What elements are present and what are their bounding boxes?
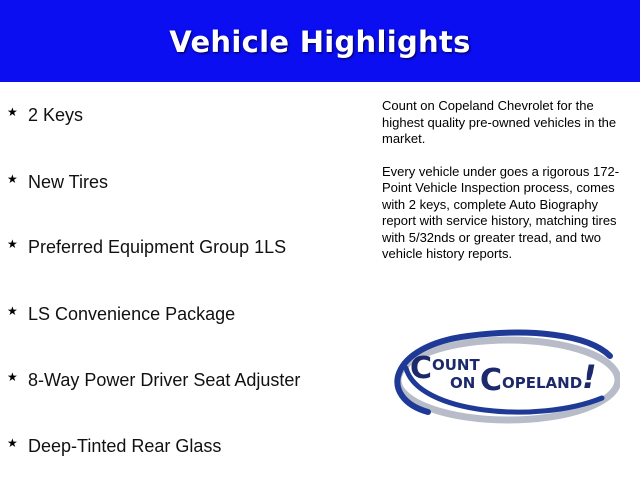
header-banner bbox=[0, 0, 640, 82]
star-icon: ★ bbox=[7, 237, 18, 251]
highlight-label: 8-Way Power Driver Seat Adjuster bbox=[28, 369, 301, 390]
count-on-copeland-logo bbox=[388, 328, 620, 424]
star-icon: ★ bbox=[7, 105, 18, 119]
star-icon: ★ bbox=[7, 436, 18, 450]
highlight-label: New Tires bbox=[28, 171, 109, 192]
list-item bbox=[7, 167, 108, 197]
promo-paragraph: Every vehicle under goes a rigorous 172-Point Vehicle Inspection process, comes with 2 keys, complete Auto Biography report with service history, matching tires with 5/32nds or greater tread, and two vehicle history reports. bbox=[382, 163, 620, 261]
svg-text:OPELAND: OPELAND bbox=[502, 374, 583, 392]
star-icon: ★ bbox=[7, 172, 18, 186]
highlight-label: LS Convenience Package bbox=[28, 303, 236, 324]
highlight-label: Deep-Tinted Rear Glass bbox=[28, 435, 222, 456]
svg-text:OUNT: OUNT bbox=[432, 356, 480, 374]
star-icon: ★ bbox=[7, 370, 18, 384]
list-item bbox=[7, 431, 221, 461]
svg-text:C: C bbox=[480, 363, 503, 398]
list-item bbox=[7, 365, 300, 395]
list-item bbox=[7, 100, 83, 130]
promo-text bbox=[382, 98, 632, 279]
highlight-label: 2 Keys bbox=[28, 104, 84, 125]
svg-text:ON: ON bbox=[450, 374, 476, 392]
svg-text:!: ! bbox=[582, 358, 597, 396]
logo-wordmark bbox=[410, 351, 597, 398]
highlight-label: Preferred Equipment Group 1LS bbox=[28, 236, 287, 257]
svg-text:C: C bbox=[410, 351, 433, 386]
promo-paragraph: Count on Copeland Chevrolet for the highest quality pre-owned vehicles in the market. bbox=[382, 98, 617, 146]
list-item bbox=[7, 299, 235, 329]
page-title: Vehicle Highlights bbox=[169, 25, 471, 59]
star-icon: ★ bbox=[7, 304, 18, 318]
list-item bbox=[7, 232, 286, 262]
